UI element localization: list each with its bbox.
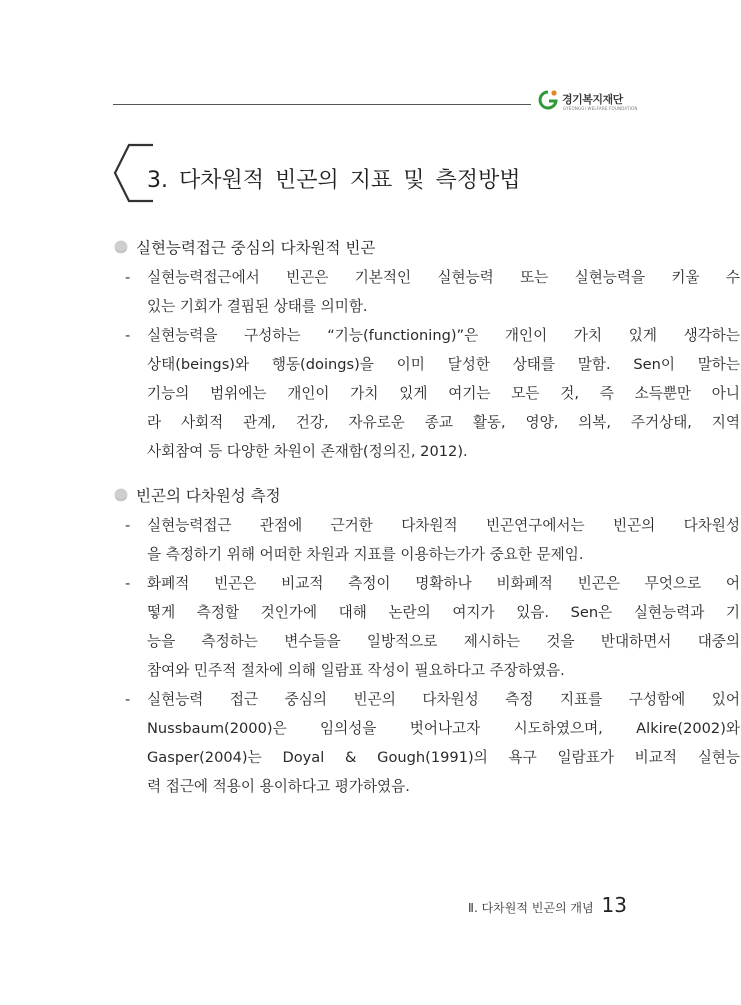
bullet-icon (113, 487, 129, 503)
list-item (113, 321, 740, 466)
text-line: 화폐적 빈곤은 비교적 측정이 명확하나 비화폐적 빈곤은 무엇으로 어 (147, 575, 740, 592)
subsection-multidimensional-measurement (113, 481, 740, 801)
list-dash: - (125, 575, 131, 592)
header-rule (113, 104, 531, 105)
text-line: 기능의 범위에는 개인이 가치 있게 여기는 모든 것, 즉 소득뿐만 아니 (147, 385, 740, 402)
text-line: 을 측정하기 위해 어떠한 차원과 지표를 이용하는가가 중요한 문제임. (147, 546, 584, 563)
chapter-label: Ⅱ. 다차원적 빈곤의 개념 (468, 901, 594, 915)
page-footer (468, 893, 627, 917)
text-line: 떻게 측정할 것인가에 대해 논란의 여지가 있음. Sen은 실현능력과 기 (147, 604, 740, 621)
subsection-heading: 실현능력접근 중심의 다차원적 빈곤 (136, 239, 376, 257)
bullet-icon (113, 239, 129, 255)
list-dash: - (125, 327, 131, 344)
text-line: Nussbaum(2000)은 임의성을 벗어나고자 시도하였으며, Alkire(2002)와 (147, 720, 740, 737)
list-dash: - (125, 691, 131, 708)
text-line: 참여와 민주적 절차에 의해 일람표 작성이 필요하다고 주장하였음. (147, 662, 565, 679)
text-line: 라 사회적 관계, 건강, 자유로운 종교 활동, 영양, 의복, 주거상태, 지역 (147, 414, 740, 431)
list-dash: - (125, 269, 131, 286)
text-line: 실현능력접근에서 빈곤은 기본적인 실현능력 또는 실현능력을 키울 수 (147, 269, 740, 286)
list-item (113, 511, 740, 569)
text-line: 실현능력접근 관점에 근거한 다차원적 빈곤연구에서는 빈곤의 다차원성 (147, 517, 740, 534)
list-item (113, 263, 740, 321)
page-number: 13 (601, 893, 627, 917)
list-item (113, 569, 740, 685)
text-line: 사회참여 등 다양한 차원이 존재함(정의진, 2012). (147, 443, 468, 460)
section-title: 3. 다차원적 빈곤의 지표 및 측정방법 (147, 168, 521, 193)
foundation-logo-icon (536, 88, 560, 112)
text-line: 능을 측정하는 변수들을 일방적으로 제시하는 것을 반대하면서 대중의 (147, 633, 740, 650)
text-line: 상태(beings)와 행동(doings)을 이미 달성한 상태를 말함. Sen이 말하는 (147, 356, 740, 373)
subsection-heading: 빈곤의 다차원성 측정 (136, 487, 281, 505)
text-line: 력 접근에 적용이 용이하다고 평가하였음. (147, 778, 410, 795)
logo-subtext: GYEONGGI WELFARE FOUNDATION (563, 106, 638, 111)
logo-text: 경기복지재단 (562, 93, 623, 106)
text-line: 실현능력을 구성하는 “기능(functioning)”은 개인이 가치 있게 생각하는 (147, 327, 740, 344)
text-line: Gasper(2004)는 Doyal & Gough(1991)의 욕구 일람표가 비교적 실현능 (147, 749, 740, 766)
text-line: 있는 기회가 결핍된 상태를 의미함. (147, 298, 368, 315)
list-dash: - (125, 517, 131, 534)
subsection-capability-approach (113, 233, 740, 466)
list-item (113, 685, 740, 801)
foundation-logo (536, 88, 666, 118)
text-line: 실현능력 접근 중심의 빈곤의 다차원성 측정 지표를 구성함에 있어 (147, 691, 740, 708)
